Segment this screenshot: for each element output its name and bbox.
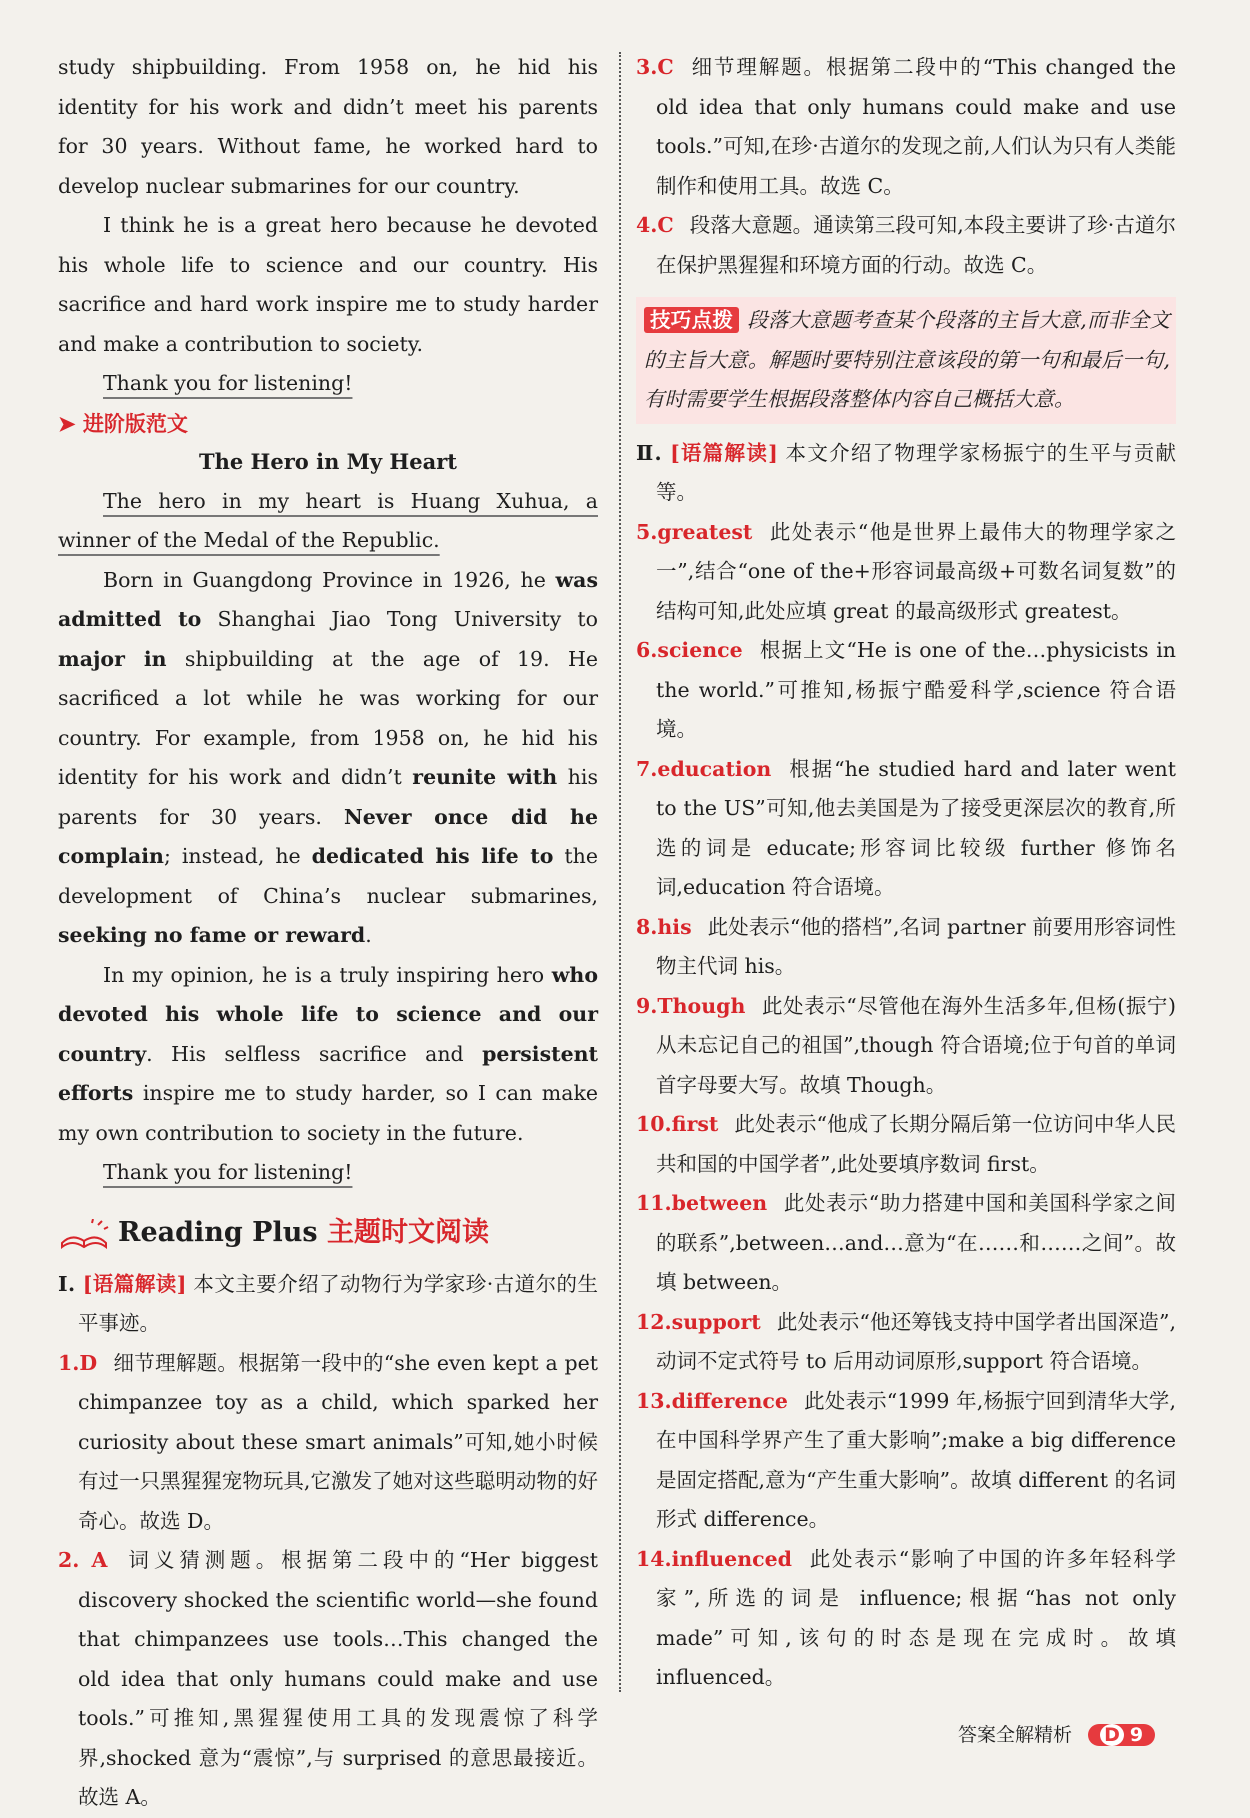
answer-explanation: 此处表示“助力搭建中国和美国科学家之间的联系”,between…and…意为“在……和……之间”。故填 between。 (656, 1191, 1176, 1294)
answer-explanation: 此处表示“影响了中国的许多年轻科学家”,所选的词是 influence;根据“has not only made”可知,该句的时态是现在完成时。故填 influenced。 (656, 1546, 1176, 1689)
answer-explanation: 此处表示“他还筹钱支持中国学者出国深造”,动词不定式符号 to 后用动词原形,support 符合语境。 (656, 1309, 1176, 1373)
answer-item (636, 750, 1176, 908)
closing-line: Thank you for listening! (103, 371, 353, 395)
answer-key: 11.between (636, 1191, 768, 1215)
answer-explanation: 根据“he studied hard and later went to the US”可知,他去美国是为了接受更深层次的教育,所选的词是 educate;形容词比较级 further 修饰名词,education 符合语境。 (656, 756, 1176, 899)
left-column (58, 48, 598, 1818)
page-footer (958, 1720, 1155, 1747)
answer-item (636, 513, 1176, 632)
answer-key: 8.his (636, 914, 692, 939)
answer-explanation: 此处表示“尽管他在海外生活多年,但杨(振宁)从未忘记自己的祖国”,though 符合语境;位于句首的单词首字母要大写。故填 Though。 (656, 993, 1176, 1097)
answer-explanation: 此处表示“他成了长期分隔后第一位访问中华人民共和国的中国学者”,此处要填序数词 first。 (656, 1112, 1176, 1176)
answer-item (636, 1184, 1176, 1303)
essay-paragraph: The hero in my heart is Huang Xuhua, a winner of the Medal of the Republic. (58, 488, 598, 552)
passage-summary: Ⅰ. [语篇解读] 本文主要介绍了动物行为学家珍·古道尔的生平事迹。 (58, 1271, 598, 1335)
page-number: 9 (1129, 1724, 1144, 1746)
answer-item (636, 1382, 1176, 1540)
answer-key: 14.influenced (636, 1546, 792, 1571)
answer-list (636, 513, 1176, 1698)
passage-summary: Ⅱ. [语篇解读] 本文介绍了物理学家杨振宁的生平与贡献等。 (636, 440, 1176, 504)
answer-item (636, 631, 1176, 750)
answer-item (636, 1105, 1176, 1184)
footer-label: 答案全解精析 (958, 1724, 1073, 1746)
open-book-icon (58, 1219, 110, 1249)
essay-title: The Hero in My Heart (198, 448, 458, 474)
answer-item (636, 1303, 1176, 1382)
answer-item (636, 1540, 1176, 1698)
answer-key: 12.support (636, 1309, 761, 1334)
essay-paragraph: Born in Guangdong Province in 1926, he was admitted to Shanghai Jiao Tong University to major in shipbuilding at the age of 19. He sacrificed a lot while he was working for our country. For example, from 1958 on, he hid his identity for his work and didn’t reunite with his parents for 30 years. Never once did he complain; instead, he dedicated his life to the development of China’s nuclear submarines, seeking no fame or reward. (58, 567, 599, 947)
answer-explanation: 此处表示“1999 年,杨振宁回到清华大学,在中国科学界产生了重大影响”;make a big difference 是固定搭配,意为“产生重大影响”。故填 different 的名词形式 difference。 (656, 1388, 1176, 1531)
advanced-sample-heading: ➤ 进阶版范文 (58, 410, 188, 436)
answer-item (636, 908, 1176, 987)
essay-paragraph: In my opinion, he is a truly inspiring hero who devoted his whole life to science and our country. His selfless sacrifice and persistent efforts inspire me to study harder, so I can make my own contribution to society in the future. (58, 962, 598, 1145)
answer-key: 9.Though (636, 993, 746, 1018)
tip-label: 技巧点拨 (644, 307, 739, 333)
answer-explanation: 根据上文“He is one of the…physicists in the world.”可推知,杨振宁酷爱科学,science 符合语境。 (656, 638, 1176, 741)
answer-item: 1.D 细节理解题。根据第一段中的“she even kept a pet chimpanzee toy as a child, which sparked her curiosity about these smart animals”可知,她小时候有过一只黑猩猩宠物玩具,它激发了她对这些聪明动物的好奇心。故选 D。 (58, 1350, 598, 1533)
answer-key: 10.first (636, 1112, 719, 1136)
answer-item (636, 987, 1176, 1106)
badge-letter: D (1100, 1724, 1124, 1746)
tip-box (636, 297, 1176, 424)
answer-item: 2. A 词义猜测题。根据第二段中的“Her biggest discovery shocked the scientific world—she found that chimpanzees use tools…This changed the old idea that only humans could make and use tools.”可推知,黑猩猩使用工具的发现震惊了科学界,shocked 意为“震惊”,与 surprised 的意思最接近。故选 A。 (58, 1548, 598, 1809)
answer-item: 4.C 段落大意题。通读第三段可知,本段主要讲了珍·古道尔在保护黑猩猩和环境方面的行动。故选 C。 (636, 213, 1176, 277)
page-badge (1088, 1724, 1155, 1746)
answer-explanation: 此处表示“他是世界上最伟大的物理学家之一”,结合“one of the+形容词最高级+可数名词复数”的结构可知,此处应填 great 的最高级形式 greatest。 (656, 519, 1176, 623)
right-column (636, 48, 1176, 1698)
answer-key: 13.difference (636, 1388, 788, 1413)
reading-plus-title: Reading Plus (118, 1216, 327, 1248)
essay-paragraph: I think he is a great hero because he devoted his whole life to science and our country. His sacrifice and hard work inspire me to study harder and make a contribution to society. (58, 213, 598, 356)
answer-explanation: 此处表示“他的搭档”,名词 partner 前要用形容词性物主代词 his。 (656, 914, 1176, 978)
answer-key: 5.greatest (636, 519, 753, 544)
answer-key: 6.science (636, 638, 743, 662)
reading-plus-header (58, 1211, 598, 1255)
reading-plus-subtitle: 主题时文阅读 (326, 1216, 489, 1248)
essay-paragraph: study shipbuilding. From 1958 on, he hid his identity for his work and didn’t meet his parents for 30 years. Without fame, he worked hard to develop nuclear submarines for our country. (58, 55, 598, 198)
column-divider (619, 52, 621, 1692)
closing-line: Thank you for listening! (103, 1160, 353, 1184)
answer-item: 3.C 细节理解题。根据第二段中的“This changed the old idea that only humans could make and use tools.”可知,在珍·古道尔的发现之前,人们认为只有人类能制作和使用工具。故选 C。 (636, 55, 1176, 198)
answer-key: 7.education (636, 756, 772, 781)
tip-text: 段落大意题考查某个段落的主旨大意,而非全文的主旨大意。解题时要特别注意该段的第一句和最后一句,有时需要学生根据段落整体内容自己概括大意。 (644, 308, 1171, 411)
